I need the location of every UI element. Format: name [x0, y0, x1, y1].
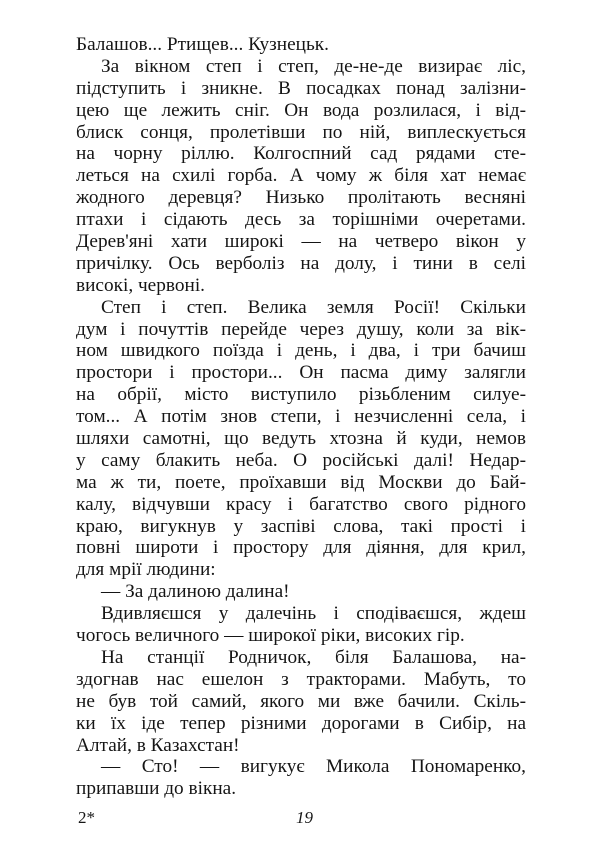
text-line: чогось величного — широкої ріки, високих гір. — [76, 625, 465, 647]
paragraph — [76, 756, 526, 800]
paragraph — [76, 603, 526, 647]
paragraph — [76, 581, 526, 603]
paragraph — [76, 647, 526, 756]
text-line: ном швидкого поїзда і день, і два, і три бачиш — [76, 340, 526, 362]
text-line: том... А потім знов степи, і незчисленні села, і — [76, 406, 526, 428]
text-line: Вдивляєшся у далечінь і сподіваєшся, ждеш — [101, 603, 526, 625]
text-line: цею ще лежить сніг. Он вода розлилася, і від- — [76, 99, 526, 121]
text-line: для мрії людини: — [76, 559, 216, 581]
text-line: ки їх іде тепер різними дорогами в Сибір, на — [76, 712, 526, 734]
text-line: у саму блакить неба. О російські далі! Недар- — [76, 449, 526, 471]
text-line: здогнав нас ешелон з тракторами. Мабуть, то — [76, 668, 526, 690]
text-line: Балашов... Ртищев... Кузнецьк. — [76, 34, 329, 55]
text-line: простори і простори... Он пасма диму залягли — [76, 362, 526, 384]
text-line: Дерев'яні хати широкі — на четверо вікон у — [76, 231, 526, 253]
text-line: високі, червоні. — [76, 274, 205, 296]
text-line: повні широти і простору для діяння, для крил, — [76, 537, 526, 559]
page-footer — [76, 808, 526, 832]
text-line: — Сто! — вигукує Микола Пономаренко, — [101, 756, 526, 778]
text-line: жодного деревця? Низько пролітають весняні — [76, 187, 526, 209]
paragraph — [76, 297, 526, 582]
paragraph — [76, 56, 526, 297]
text-line: Алтай, в Казахстан! — [76, 734, 240, 756]
text-line: За вікном степ і степ, де-не-де визирає ліс, — [101, 55, 526, 77]
text-line: ма ж ти, поете, проїхавши від Москви до Бай- — [76, 471, 526, 493]
text-line: Степ і степ. Велика земля Росії! Скільки — [101, 296, 526, 318]
body-text — [76, 34, 526, 800]
text-line: птахи і сідають десь за торішніми очеретами. — [76, 209, 526, 231]
text-line: не був той самий, якого ми вже бачили. Скіль- — [76, 690, 526, 712]
text-line: підступить і зникне. В посадках понад залізни- — [76, 77, 526, 99]
text-line: На станції Родничок, біля Балашова, на- — [101, 646, 526, 668]
text-line: на чорну ріллю. Колгоспний сад рядами сте- — [76, 143, 526, 165]
text-line: блиск сонця, пролетівши по ній, виплескується — [76, 121, 526, 143]
text-line: леться на схилі горба. А чому ж біля хат немає — [76, 165, 526, 187]
text-line: причілку. Ось верболіз на долу, і тини в селі — [76, 252, 526, 274]
paragraph — [76, 34, 526, 56]
text-line: припавши до вікна. — [76, 778, 237, 800]
signature-mark: 2* — [78, 808, 95, 827]
text-line: шляхи самотні, що ведуть хтозна й куди, немов — [76, 428, 526, 450]
text-line: дум і почуттів перейде через душу, коли за вік- — [76, 318, 526, 340]
text-line: краю, вигукнув у заспіві слова, такі прості і — [76, 515, 526, 537]
text-line: калу, відчувши красу і багатство свого рідного — [76, 493, 526, 515]
page-number: 19 — [296, 808, 313, 827]
text-line: — За далиною далина! — [101, 581, 290, 603]
text-line: на обрії, місто виступило різьбленим силуе- — [76, 384, 526, 406]
